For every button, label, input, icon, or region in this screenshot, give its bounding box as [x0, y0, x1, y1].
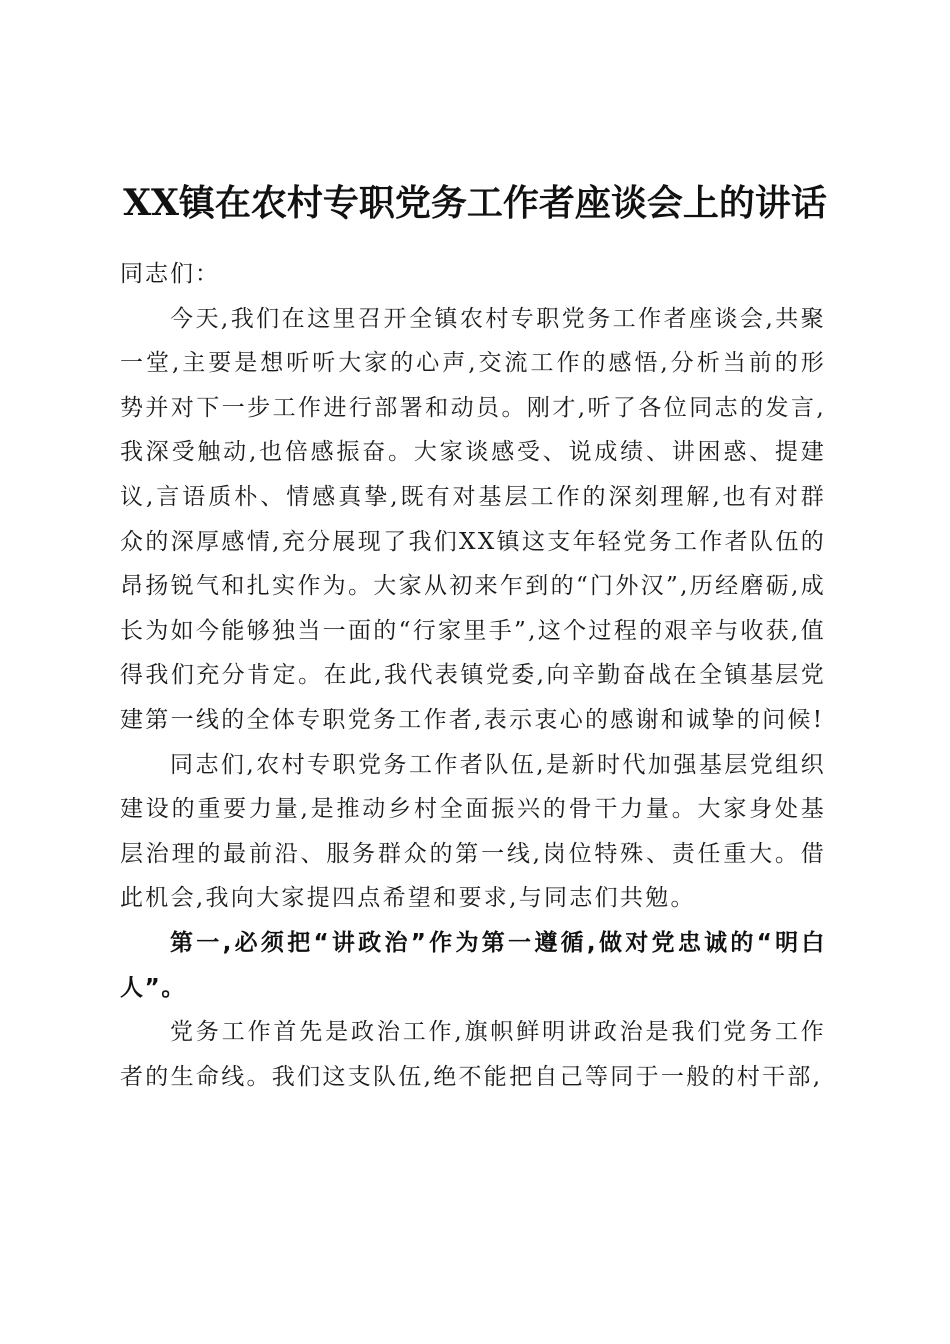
paragraph-requirements-intro: 同志们,农村专职党务工作者队伍,是新时代加强基层党组织建设的重要力量,是推动乡村全面振兴的骨干力量。大家身处基层治理的最前沿、服务群众的第一线,岗位特殊、责任重大。借此机会,我向大家提四点希望和要求,与同志们共勉。	[120, 751, 826, 912]
paragraph-section-first: 党务工作首先是政治工作,旗帜鲜明讲政治是我们党务工作者的生命线。我们这支队伍,绝不能把自己等同于一般的村干部,	[120, 1019, 826, 1090]
salutation: 同志们：	[120, 261, 220, 287]
document-body	[120, 252, 826, 1099]
document-title: XX镇在农村专职党务工作者座谈会上的讲话	[123, 182, 827, 224]
section-heading-first: 第一,必须把“讲政治”作为第一遵循,做对党忠诚的“明白人”。	[120, 929, 826, 1001]
paragraph-opening: 今天,我们在这里召开全镇农村专职党务工作者座谈会,共聚一堂,主要是想听听大家的心声,交流工作的感悟,分析当前的形势并对下一步工作进行部署和动员。刚才,听了各位同志的发言,我深受触动,也倍感振奋。大家谈感受、说成绩、讲困惑、提建议,言语质朴、情感真挚,既有对基层工作的深刻理解,也有对群众的深厚感情,充分展现了我们XX镇这支年轻党务工作者队伍的昂扬锐气和扎实作为。大家从初来乍到的“门外汉”,历经磨砺,成长为如今能够独当一面的“行家里手”,这个过程的艰辛与收获,值得我们充分肯定。在此,我代表镇党委,向辛勤奋战在全镇基层党建第一线的全体专职党务工作者,表示衷心的感谢和诚挚的问候!	[120, 305, 826, 733]
